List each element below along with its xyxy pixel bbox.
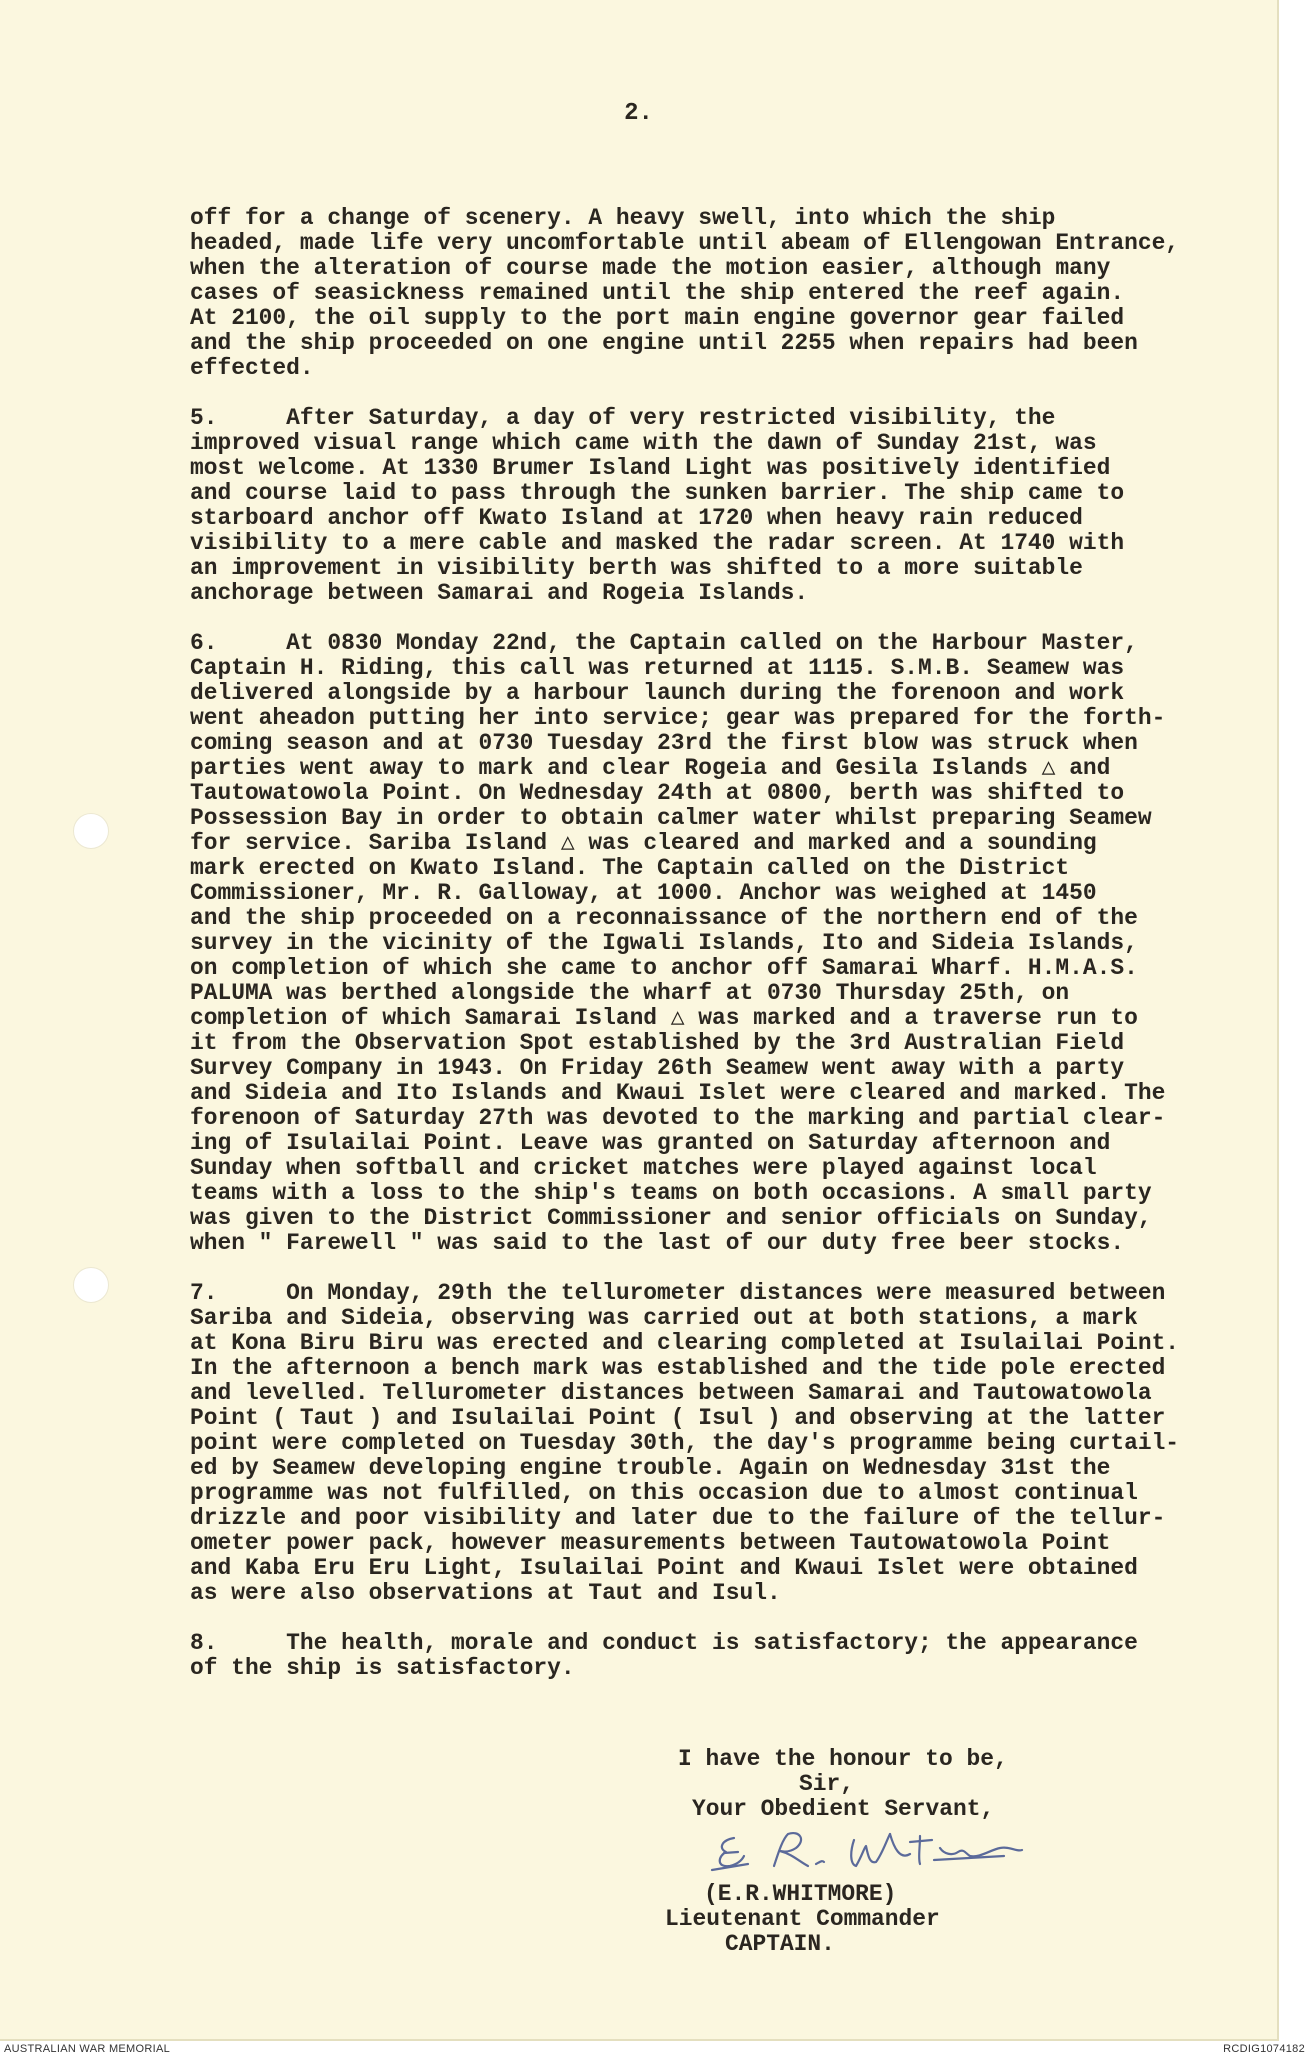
- text-line: completion of which Samarai Island △ was marked and a traverse run to: [190, 1005, 1138, 1031]
- signatory-rank: Lieutenant Commander: [665, 1906, 940, 1932]
- signoff-block: [665, 1882, 940, 1957]
- text-line: drizzle and poor visibility and later due to the failure of the tellur-: [190, 1505, 1166, 1531]
- signatory-name: (E.R.WHITMORE): [704, 1881, 897, 1907]
- text-line: Survey Company in 1943. On Friday 26th Seamew went away with a party: [190, 1055, 1125, 1081]
- text-line: PALUMA was berthed alongside the wharf at 0730 Thursday 25th, on: [190, 980, 1070, 1006]
- text-line: and levelled. Tellurometer distances between Samarai and Tautowatowola: [190, 1380, 1152, 1406]
- punch-hole: [73, 1267, 109, 1303]
- text-line: At 2100, the oil supply to the port main engine governor gear failed: [190, 305, 1125, 331]
- page-number: 2.: [624, 100, 653, 127]
- text-line: Sunday when softball and cricket matches were played against local: [190, 1155, 1097, 1181]
- closing-line: Sir,: [799, 1771, 854, 1797]
- letter-body: [190, 206, 1270, 1681]
- text-line: an improvement in visibility berth was shifted to a more suitable: [190, 555, 1083, 581]
- signatory-title: CAPTAIN.: [725, 1931, 835, 1957]
- text-line: 8. The health, morale and conduct is satisfactory; the appearance: [190, 1630, 1138, 1656]
- text-line: parties went away to mark and clear Rogeia and Gesila Islands △ and: [190, 755, 1111, 781]
- text-line: Sariba and Sideia, observing was carried out at both stations, a mark: [190, 1305, 1138, 1331]
- text-line: 6. At 0830 Monday 22nd, the Captain called on the Harbour Master,: [190, 630, 1138, 656]
- text-line: it from the Observation Spot established by the 3rd Australian Field: [190, 1030, 1125, 1056]
- archive-credit: AUSTRALIAN WAR MEMORIAL: [4, 2043, 171, 2055]
- text-line: went aheadon putting her into service; gear was prepared for the forth-: [190, 705, 1166, 731]
- text-line: coming season and at 0730 Tuesday 23rd the first blow was struck when: [190, 730, 1138, 756]
- text-line: of the ship is satisfactory.: [190, 1655, 575, 1681]
- text-line: effected.: [190, 355, 314, 381]
- text-line: off for a change of scenery. A heavy swell, into which the ship: [190, 205, 1056, 231]
- text-line: 7. On Monday, 29th the tellurometer distances were measured between: [190, 1280, 1166, 1306]
- text-line: mark erected on Kwato Island. The Captain called on the District: [190, 855, 1070, 881]
- punch-hole: [73, 813, 109, 849]
- text-line: as were also observations at Taut and Isul.: [190, 1580, 781, 1606]
- text-line: anchorage between Samarai and Rogeia Islands.: [190, 580, 809, 606]
- text-line: In the afternoon a bench mark was established and the tide pole erected: [190, 1355, 1166, 1381]
- paragraph-gap: [190, 1256, 1270, 1281]
- paragraph-gap: [190, 606, 1270, 631]
- text-line: point were completed on Tuesday 30th, the day's programme being curtail-: [190, 1430, 1180, 1456]
- text-line: and the ship proceeded on a reconnaissance of the northern end of the: [190, 905, 1138, 931]
- text-line: headed, made life very uncomfortable until abeam of Ellengowan Entrance,: [190, 230, 1180, 256]
- text-line: cases of seasickness remained until the ship entered the reef again.: [190, 280, 1125, 306]
- text-line: Point ( Taut ) and Isulailai Point ( Isul ) and observing at the latter: [190, 1405, 1166, 1431]
- text-line: for service. Sariba Island △ was cleared and marked and a sounding: [190, 830, 1097, 856]
- archive-reference: RCDIG1074182: [1223, 2043, 1305, 2055]
- text-line: delivered alongside by a harbour launch during the forenoon and work: [190, 680, 1125, 706]
- closing-line: Your Obedient Servant,: [692, 1796, 995, 1822]
- text-line: Possession Bay in order to obtain calmer water whilst preparing Seamew: [190, 805, 1152, 831]
- text-line: Captain H. Riding, this call was returned at 1115. S.M.B. Seamew was: [190, 655, 1125, 681]
- text-line: visibility to a mere cable and masked the radar screen. At 1740 with: [190, 530, 1125, 556]
- text-line: on completion of which she came to anchor off Samarai Wharf. H.M.A.S.: [190, 955, 1138, 981]
- handwritten-signature: [704, 1826, 1050, 1880]
- text-line: and the ship proceeded on one engine until 2255 when repairs had been: [190, 330, 1138, 356]
- text-line: and Sideia and Ito Islands and Kwaui Islet were cleared and marked. The: [190, 1080, 1166, 1106]
- closing-block: [678, 1747, 1008, 1822]
- text-line: at Kona Biru Biru was erected and clearing completed at Isulailai Point.: [190, 1330, 1180, 1356]
- text-line: survey in the vicinity of the Igwali Islands, Ito and Sideia Islands,: [190, 930, 1138, 956]
- paragraph-gap: [190, 1606, 1270, 1631]
- text-line: ing of Isulailai Point. Leave was granted on Saturday afternoon and: [190, 1130, 1111, 1156]
- text-line: teams with a loss to the ship's teams on both occasions. A small party: [190, 1180, 1152, 1206]
- paragraph-gap: [190, 381, 1270, 406]
- text-line: improved visual range which came with the dawn of Sunday 21st, was: [190, 430, 1097, 456]
- text-line: was given to the District Commissioner and senior officials on Sunday,: [190, 1205, 1152, 1231]
- text-line: and Kaba Eru Eru Light, Isulailai Point and Kwaui Islet were obtained: [190, 1555, 1138, 1581]
- text-line: programme was not fulfilled, on this occasion due to almost continual: [190, 1480, 1138, 1506]
- text-line: most welcome. At 1330 Brumer Island Light was positively identified: [190, 455, 1111, 481]
- text-line: ometer power pack, however measurements between Tautowatowola Point: [190, 1530, 1111, 1556]
- text-line: when " Farewell " was said to the last of our duty free beer stocks.: [190, 1230, 1125, 1256]
- text-line: Commissioner, Mr. R. Galloway, at 1000. Anchor was weighed at 1450: [190, 880, 1097, 906]
- text-line: forenoon of Saturday 27th was devoted to the marking and partial clear-: [190, 1105, 1166, 1131]
- closing-line: I have the honour to be,: [678, 1746, 1008, 1772]
- text-line: and course laid to pass through the sunken barrier. The ship came to: [190, 480, 1125, 506]
- text-line: when the alteration of course made the motion easier, although many: [190, 255, 1111, 281]
- text-line: 5. After Saturday, a day of very restricted visibility, the: [190, 405, 1056, 431]
- text-line: ed by Seamew developing engine trouble. Again on Wednesday 31st the: [190, 1455, 1111, 1481]
- text-line: starboard anchor off Kwato Island at 1720 when heavy rain reduced: [190, 505, 1083, 531]
- text-line: Tautowatowola Point. On Wednesday 24th at 0800, berth was shifted to: [190, 780, 1125, 806]
